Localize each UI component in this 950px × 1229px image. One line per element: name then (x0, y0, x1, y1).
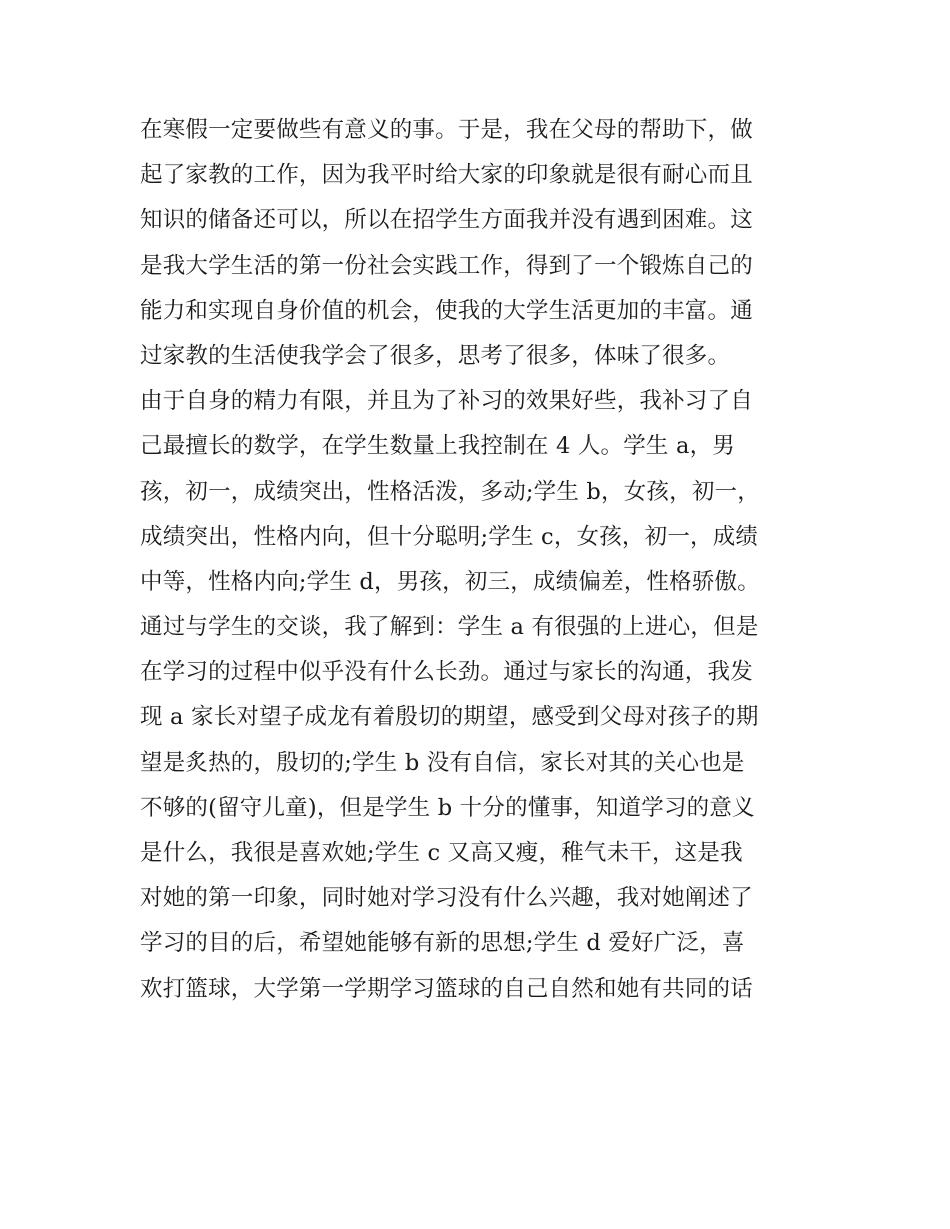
text-line: 现 a 家长对望子成龙有着殷切的期望，感受到父母对孩子的期 (140, 704, 759, 731)
text-line: 是什么，我很是喜欢她;学生 c 又高又瘦，稚气未干，这是我 (140, 840, 743, 866)
text-line: 孩，初一，成绩突出，性格活泼，多动;学生 b，女孩，初一， (140, 478, 760, 505)
text-line: 欢打篮球，大学第一学期学习篮球的自己自然和她有共同的话 (140, 975, 753, 1002)
text-line: 知识的储备还可以，所以在招学生方面我并没有遇到困难。这 (140, 207, 753, 234)
text-line: 对她的第一印象，同时她对学习没有什么兴趣，我对她阐述了 (140, 885, 753, 912)
text-line: 在寒假一定要做些有意义的事。于是，我在父母的帮助下，做 (140, 117, 753, 143)
text-line: 起了家教的工作，因为我平时给大家的印象就是很有耐心而且 (140, 162, 753, 189)
text-line: 学习的目的后，希望她能够有新的思想;学生 d 爱好广泛，喜 (140, 930, 745, 957)
text-line: 能力和实现自身价值的机会，使我的大学生活更加的丰富。通 (140, 297, 753, 324)
body-text (140, 108, 830, 1012)
text-line: 由于自身的精力有限，并且为了补习的效果好些，我补习了自 (140, 388, 753, 415)
text-line: 不够的(留守儿童)，但是学生 b 十分的懂事，知道学习的意义 (140, 794, 755, 821)
text-line: 是我大学生活的第一份社会实践工作，得到了一个锻炼自己的 (140, 252, 753, 279)
text-line: 中等，性格内向;学生 d，男孩，初三，成绩偏差，性格骄傲。 (140, 568, 760, 595)
text-line: 望是炙热的，殷切的;学生 b 没有自信，家长对其的关心也是 (140, 749, 745, 776)
text-line: 通过与学生的交谈，我了解到：学生 a 有很强的上进心，但是 (140, 614, 759, 641)
text-line: 己最擅长的数学，在学生数量上我控制在 4 人。学生 a，男 (140, 433, 735, 460)
text-line: 成绩突出，性格内向，但十分聪明;学生 c，女孩，初一，成绩 (140, 523, 759, 550)
text-line: 在学习的过程中似乎没有什么长劲。通过与家长的沟通，我发 (140, 659, 753, 686)
text-line: 过家教的生活使我学会了很多，思考了很多，体味了很多。 (140, 342, 731, 369)
